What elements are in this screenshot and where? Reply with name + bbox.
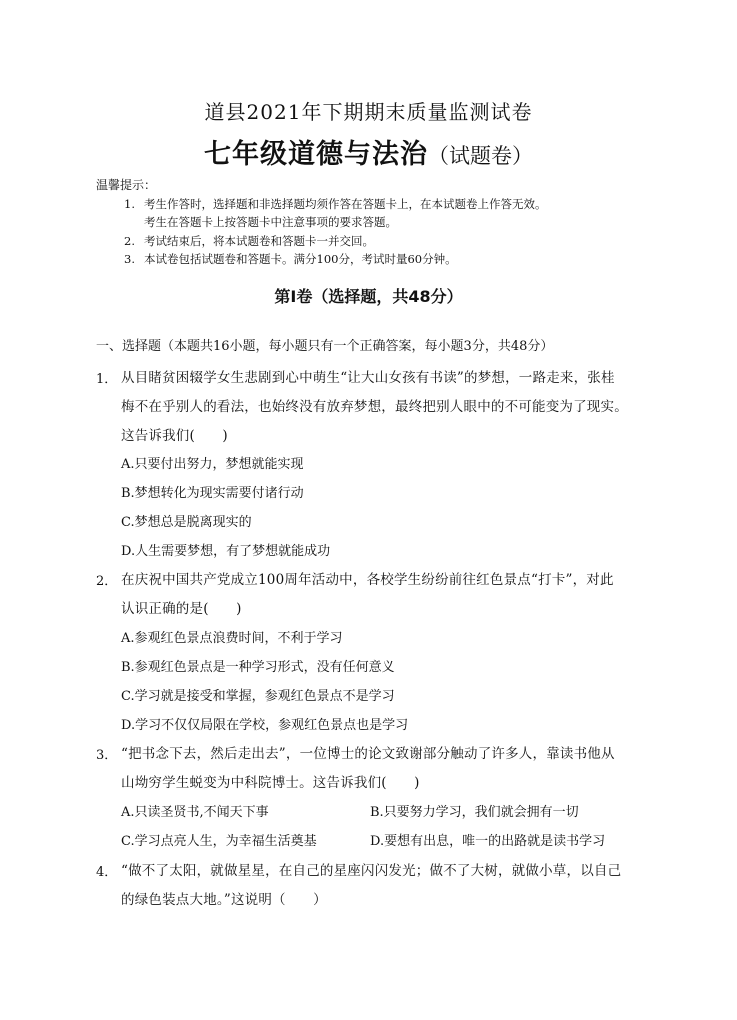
option-c: C.学习就是接受和掌握，参观红色景点不是学习 [121, 689, 395, 704]
option-b: B.梦想转化为现实需要付诸行动 [121, 486, 304, 501]
exam-title-main [0, 132, 737, 171]
section-title: 第Ⅰ卷（选择题，共48分） [274, 287, 463, 306]
tip-item [124, 196, 547, 212]
option-d: D.人生需要梦想，有了梦想就能成功 [121, 544, 331, 559]
tips-heading: 温馨提示： [96, 178, 157, 192]
option-b: B.只要努力学习，我们就会拥有一切 [370, 805, 579, 820]
question-text: “把书念下去，然后走出去”，一位博士的论文致谢部分触动了许多人，靠读书他从 [121, 746, 615, 762]
question-text: 认识正确的是( ) [121, 601, 242, 617]
option-a: A.只要付出努力，梦想就能实现 [121, 457, 304, 472]
question-text: 从目睹贫困辍学女生悲剧到心中萌生“让大山女孩有书读”的梦想，一路走来，张桂 [121, 370, 615, 386]
option-b: B.参观红色景点是一种学习形式，没有任何意义 [121, 660, 395, 675]
question-text: 梅不在乎别人的看法，也始终没有放弃梦想，最终把别人眼中的不可能变为了现实。 [121, 399, 628, 415]
tip-text: 考生在答题卡上按答题卡中注意事项的要求答题。 [144, 215, 397, 229]
tip-text: 本试卷包括试题卷和答题卡。满分100分，考试时量60分钟。 [144, 252, 457, 266]
option-c: C.梦想总是脱离现实的 [121, 515, 252, 530]
option-d: D.要想有出息，唯一的出路就是读书学习 [370, 834, 606, 849]
tip-text: 考生作答时，选择题和非选择题均须作答在答题卡上，在本试题卷上作答无效。 [144, 197, 547, 211]
paper-type: （试题卷） [428, 144, 533, 168]
tip-item [124, 251, 457, 267]
option-d: D.学习不仅仅局限在学校，参观红色景点也是学习 [121, 718, 409, 733]
option-a: A.参观红色景点浪费时间，不利于学习 [121, 631, 343, 646]
question-number: 2． [96, 574, 118, 589]
section-instructions: 一、选择题（本题共16小题，每小题只有一个正确答案，每小题3分，共48分） [96, 339, 554, 354]
option-a: A.只读圣贤书,不闻天下事 [121, 805, 269, 820]
tip-number: 1. [124, 197, 135, 211]
question-number: 4． [96, 865, 118, 880]
option-c: C.学习点亮人生，为幸福生活奠基 [121, 834, 317, 849]
exam-title-line1: 道县2021年下期期末质量监测试卷 [204, 100, 533, 124]
tip-item [124, 214, 397, 230]
tip-number: 2. [124, 234, 135, 248]
question-text: 这告诉我们( ) [121, 428, 228, 444]
question-number: 1． [96, 372, 118, 387]
question-text: “做不了太阳，就做星星，在自己的星座闪闪发光；做不了大树，就做小草，以自己 [121, 863, 622, 879]
subject-title: 七年级道德与法治 [204, 139, 428, 170]
question-number: 3． [96, 748, 118, 763]
tip-item [124, 233, 374, 249]
tip-number: 3. [124, 252, 135, 266]
question-text: 的绿色装点大地。”这说明（ ） [121, 892, 327, 908]
question-text: 在庆祝中国共产党成立100周年活动中，各校学生纷纷前往红色景点“打卡”，对此 [121, 572, 614, 588]
question-text: 山坳穷学生蜕变为中科院博士。这告诉我们( ) [121, 775, 420, 791]
tip-text: 考试结束后，将本试题卷和答题卡一并交回。 [144, 234, 374, 248]
